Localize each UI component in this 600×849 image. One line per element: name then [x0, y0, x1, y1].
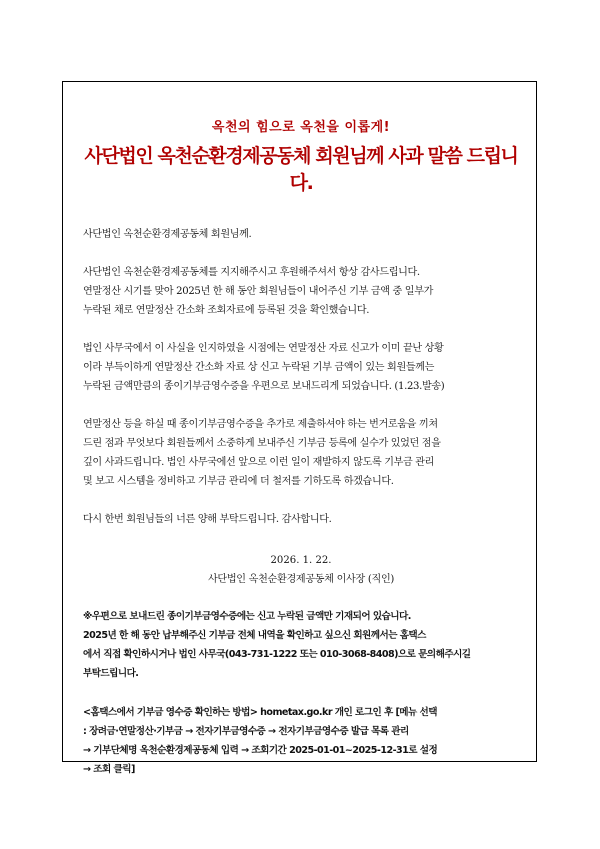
paragraph-line: 누락된 채로 연말정산 간소화 조회자료에 등록된 것을 확인했습니다. — [83, 305, 370, 316]
paragraph-line: 누락된 금액만큼의 종이기부금영수증을 우편으로 보내드리게 되었습니다. (1.23.발송) — [83, 381, 445, 392]
paragraph-line: 연말정산 시기를 맞아 2025년 한 해 동안 회원님들이 내어주신 기부 금액 중 일부가 — [83, 286, 434, 297]
paragraph-line: 드린 점과 무엇보다 회원들께서 소중하게 보내주신 기부금 등록에 실수가 있었던 점을 — [83, 438, 441, 449]
notice-line: 에서 직접 확인하시거나 법인 사무국(043-731-1222 또는 010-3068-8408)으로 문의해주시길 — [83, 649, 471, 660]
guide-line: → 조회 클릭] — [83, 764, 135, 775]
paragraph-thanks — [83, 263, 519, 320]
guide-line: <홈택스에서 기부금 영수증 확인하는 방법> hometax.go.kr 개인 로그인 후 [메뉴 선택 — [83, 707, 437, 718]
signature: 사단법인 옥천순환경제공동체 이사장 (직인) — [207, 574, 395, 585]
notice-block — [83, 607, 519, 683]
notice-line: 부탁드립니다. — [83, 668, 139, 679]
paragraph-line: 사단법인 옥천순환경제공동체를 지지해주시고 후원해주셔서 항상 감사드립니다. — [83, 267, 420, 278]
paragraph-closing: 다시 한번 회원님들의 너른 양해 부탁드립니다. 감사합니다. — [83, 514, 332, 525]
notice-line: ※우편으로 보내드린 종이기부금영수증에는 신고 누락된 금액만 기재되어 있습니다. — [83, 611, 411, 622]
slogan: 옥천의 힘으로 옥천을 이롭게! — [211, 120, 391, 135]
paragraph-line: 깊이 사과드립니다. 법인 사무국에선 앞으로 이런 일이 재발하지 않도록 기부금 관리 — [83, 457, 435, 468]
paragraph-apology — [83, 415, 519, 491]
notice-line: 2025년 한 해 동안 납부해주신 기부금 전체 내역을 확인하고 싶으신 회원께서는 홈택스 — [83, 630, 426, 641]
guide-line: : 장려금·연말정산·기부금 → 전자기부금영수증 → 전자기부금영수증 발급 목록 관리 — [83, 726, 409, 737]
letter-title: 사단법인 옥천순환경제공동체 회원님께 사과 말씀 드립니다. — [84, 145, 518, 194]
paragraph-line: 및 보고 시스템을 정비하고 기부금 관리에 더 철저를 기하도록 하겠습니다. — [83, 476, 394, 487]
greeting: 사단법인 옥천순환경제공동체 회원님께. — [83, 229, 252, 240]
paragraph-line: 연말정산 등을 하실 때 종이기부금영수증을 추가로 제출하셔야 하는 번거로움을 끼쳐 — [83, 419, 438, 430]
letter-date: 2026. 1. 22. — [270, 555, 332, 566]
paragraph-line: 이라 부득이하게 연말정산 간소화 자료 상 신고 누락된 기부 금액이 있는 회원들께는 — [83, 362, 435, 373]
letter-content — [83, 116, 519, 779]
guide-line: → 기부단체명 옥천순환경제공동체 입력 → 조회기간 2025-01-01~2025-12-31로 설정 — [83, 745, 438, 756]
letter-frame — [62, 81, 537, 775]
paragraph-receipt — [83, 339, 519, 396]
paragraph-line: 법인 사무국에서 이 사실을 인지하였을 시점에는 연말정산 자료 신고가 이미 끝난 상황 — [83, 343, 444, 354]
hometax-guide — [83, 703, 519, 779]
